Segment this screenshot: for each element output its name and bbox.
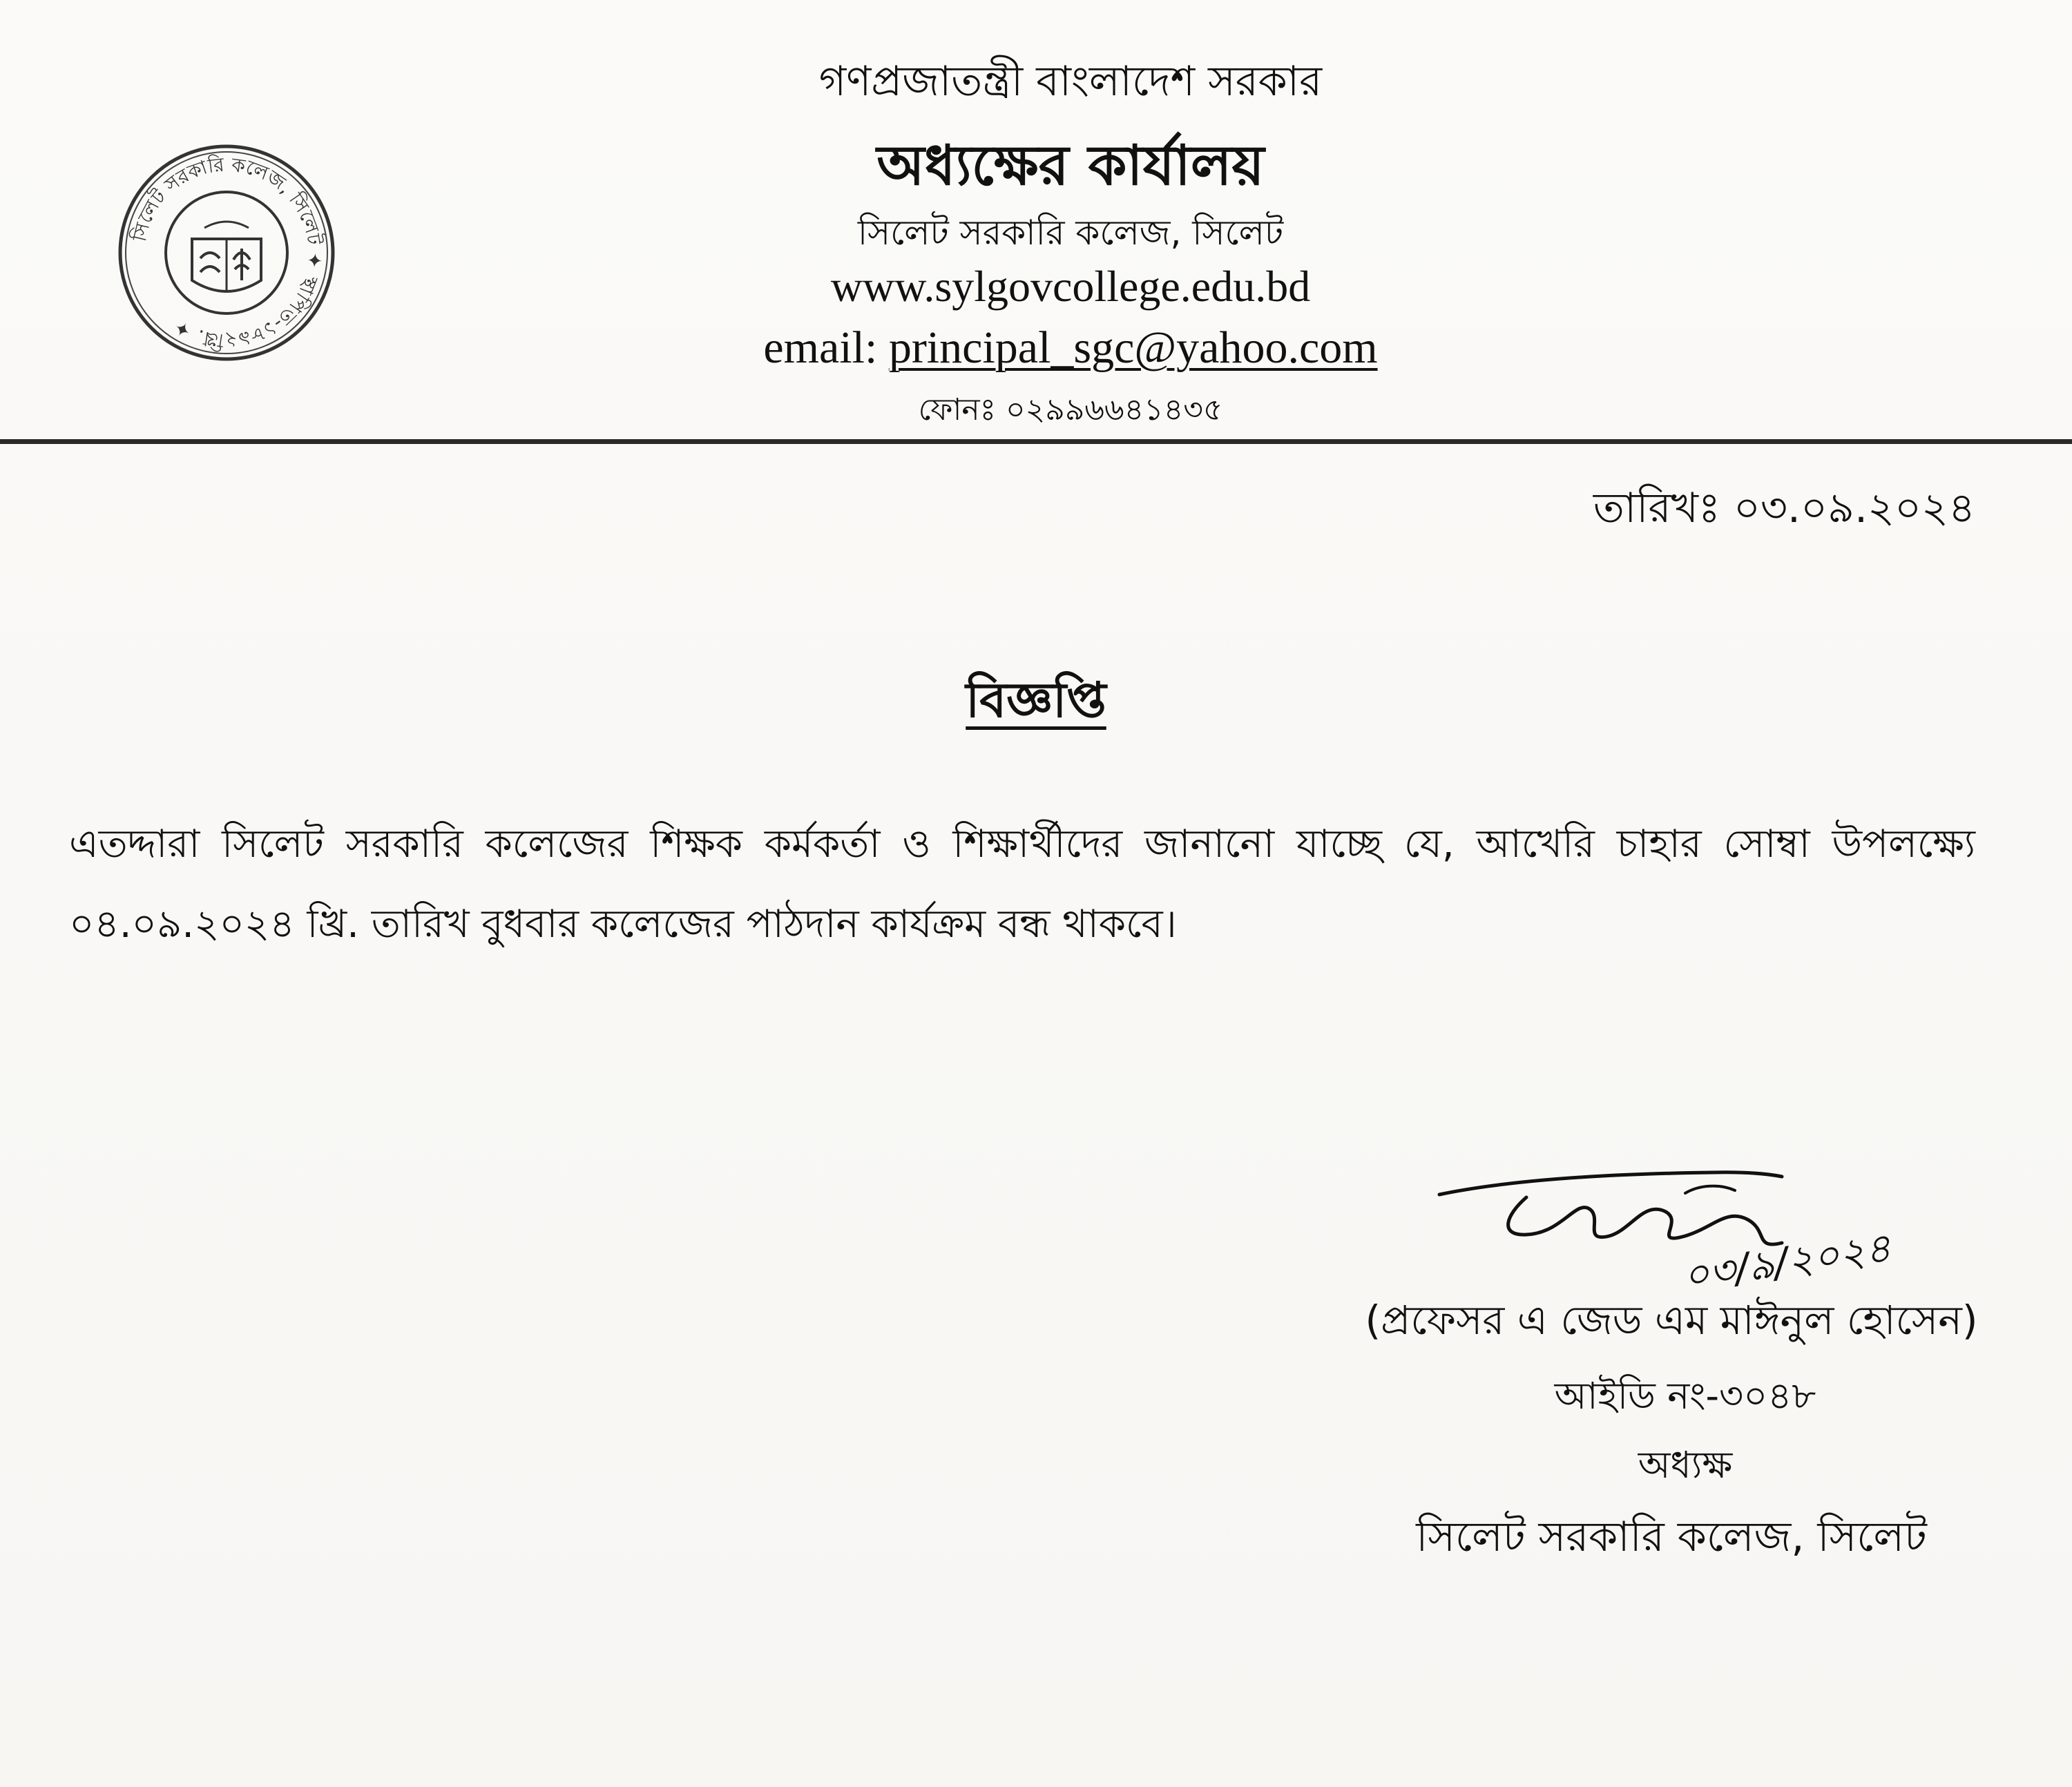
signatory-name: (প্রফেসর এ জেড এম মাঈনুল হোসেন): [1365, 1297, 1978, 1344]
email-line: [35, 322, 2072, 374]
notice-title: [0, 663, 2072, 744]
svg-text:সিলেট সরকারি কলেজ, সিলেট ✦ স্থ: সিলেট সরকারি কলেজ, সিলেট ✦ স্থাপিত-১৮৯২খ্রি. ✦: [127, 153, 327, 353]
government-title: গণপ্রজাতন্ত্রী বাংলাদেশ সরকার: [818, 57, 1323, 106]
notice-body: এতদ্দারা সিলেট সরকারি কলেজের শিক্ষক কর্মকর্তা ও শিক্ষার্থীদের জানানো যাচ্ছে যে, আখেরি চাহার সোম্বা উপলক্ষ্যে ০৪.০৯.২০২৪ খ্রি. তারিখ বুধবার কলেজের পাঠদান কার্যক্রম বন্ধ থাকবে।: [69, 822, 1975, 947]
signatory-id: আইডি নং-৩০৪৮: [1554, 1374, 1816, 1418]
website-text: www.sylgovcollege.edu.bd: [830, 262, 1311, 311]
phone-number: ফোনঃ ০২৯৯৬৬৪১৪৩৫: [918, 392, 1223, 427]
email-label: email:: [763, 322, 889, 373]
issue-date: তারিখঃ ০৩.০৯.২০২৪: [1593, 484, 1975, 532]
college-subtitle: সিলেট সরকারি কলেজ, সিলেট: [857, 213, 1284, 253]
email-address: principal_sgc@yahoo.com: [888, 322, 1378, 373]
signatory-college: সিলেট সরকারি কলেজ, সিলেট: [1416, 1513, 1927, 1561]
header-divider: [0, 439, 2072, 444]
notice-title-text: বিজ্ঞপ্তি: [966, 672, 1106, 728]
svg-text:০৩/৯/২০২৪: ০৩/৯/২০২৪: [1680, 1224, 1894, 1300]
signature-icon: [1423, 1153, 1920, 1305]
handwritten-signature: [1423, 1153, 1920, 1305]
signatory-designation: অধ্যক্ষ: [1638, 1443, 1733, 1487]
office-title: অধ্যক্ষের কার্যালয়: [876, 133, 1265, 197]
